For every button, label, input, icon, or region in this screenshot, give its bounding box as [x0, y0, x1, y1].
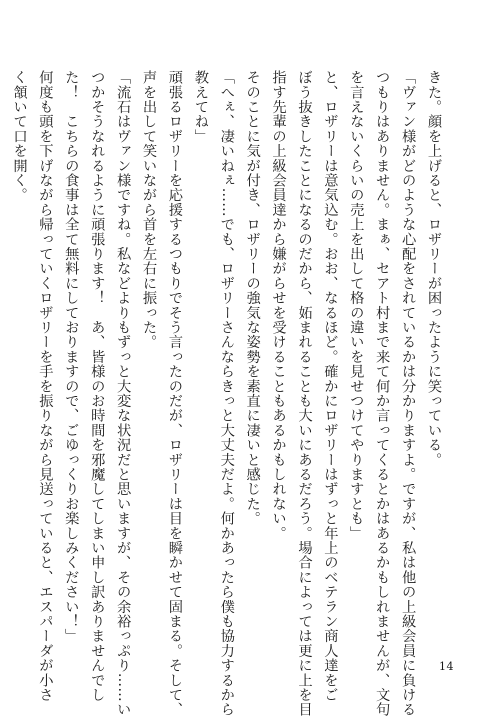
page-number: 14: [439, 660, 454, 673]
text-line: ぼう抜きしたことになるのだから、妬まれることも大いにあるだろう。場合によっては更に上を目: [296, 70, 313, 717]
text-line: 指す先輩の上級会員達から嫌がらせを受けることもあるかもしれない。: [270, 70, 287, 541]
text-line: つもりはありません。まぁ、セアト村まで来て何か言ってくるとかはあるかもしれませんが、文句: [374, 70, 391, 717]
text-line: 教えてね」: [192, 70, 209, 144]
text-line: 「流石はヴァン様ですね。私などよりもずっと大変な状況だと思いますが、その余裕っぷり……い: [115, 70, 132, 717]
text-line: た！ こちらの食事は全て無料にしておりますので、ごゆっくりお楽しみください！」: [63, 70, 80, 644]
text-line: と、ロザリーは意気込む。おお、なるほど。確かにロザリーはずっと年上のベテラン商人達をご: [322, 70, 339, 703]
text-line: 頑張るロザリーを応援するつもりでそう言ったのだが、ロザリーは目を瞬かせて固まる。そして、: [166, 70, 183, 717]
text-line: そのことに気が付き、ロザリーの強気な姿勢を素直に凄いと感じた。: [244, 70, 261, 526]
vertical-text-block: [11, 70, 446, 717]
text-line: を言えないくらいの売上を出して格の違いを見せつけてやりますとも」: [348, 70, 365, 541]
text-line: く頷いて口を開く。: [11, 70, 28, 203]
text-line: 声を出して笑いながら首を左右に振った。: [141, 70, 158, 350]
text-line: きた。顔を上げると、ロザリーが困ったように笑っている。: [426, 70, 442, 467]
text-line: 「へぇ、凄いねぇ……でも、ロザリーさんならきっと大丈夫だよ。何かあったら僕も協力するから: [218, 70, 235, 717]
text-line: 何度も頭を下げながら帰っていくロザリーを手を振りながら見送っていると、エスパーダが小さ: [37, 70, 54, 703]
text-line: 「ヴァン様がどのような心配をされているかは分かりますよ。ですが、私は他の上級会員に負ける: [400, 70, 417, 717]
text-line: つかそうなれるように頑張ります！ あ、皆様のお時間を邪魔してしまい申し訳ありませんでし: [89, 70, 106, 703]
